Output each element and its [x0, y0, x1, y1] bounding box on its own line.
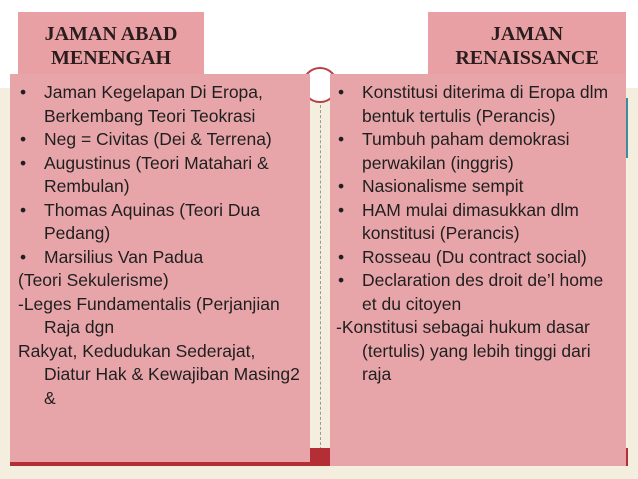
left-paragraph: -Leges Fundamentalis (Perjanjian Raja dgn	[18, 293, 280, 337]
list-item: • Jaman Kegelapan Di Eropa, Berkembang Teori Teokrasi	[18, 81, 306, 128]
list-item: • Thomas Aquinas (Teori Dua Pedang)	[18, 199, 306, 246]
left-bullet-list	[18, 81, 306, 269]
right-column-title: JAMAN RENAISSANCE	[428, 12, 626, 74]
list-item: • Neg = Civitas (Dei & Terrena)	[18, 128, 306, 152]
left-paragraph: Rakyat, Kedudukan Sederajat, Diatur Hak & Kewajiban Masing2 &	[18, 340, 300, 408]
right-bullet-list	[336, 81, 622, 316]
left-column-title: JAMAN ABAD MENENGAH	[18, 12, 204, 74]
list-item: • Declaration des droit de’l home et du citoyen	[336, 269, 622, 316]
left-content-panel	[10, 74, 310, 462]
right-content-panel	[330, 74, 626, 466]
list-item: • Nasionalisme sempit	[336, 175, 622, 199]
list-item: • Marsilius Van Padua	[18, 246, 306, 270]
list-item: • Augustinus (Teori Matahari & Rembulan)	[18, 152, 306, 199]
column-divider	[320, 100, 321, 450]
list-item: • Tumbuh paham demokrasi perwakilan (inggris)	[336, 128, 622, 175]
list-item: • Rosseau (Du contract social)	[336, 246, 622, 270]
list-item: • Konstitusi diterima di Eropa dlm bentuk tertulis (Perancis)	[336, 81, 622, 128]
list-item: • HAM mulai dimasukkan dlm konstitusi (Perancis)	[336, 199, 622, 246]
right-paragraph: -Konstitusi sebagai hukum dasar (tertulis) yang lebih tinggi dari raja	[336, 317, 591, 384]
left-paragraph: (Teori Sekulerisme)	[18, 270, 169, 290]
